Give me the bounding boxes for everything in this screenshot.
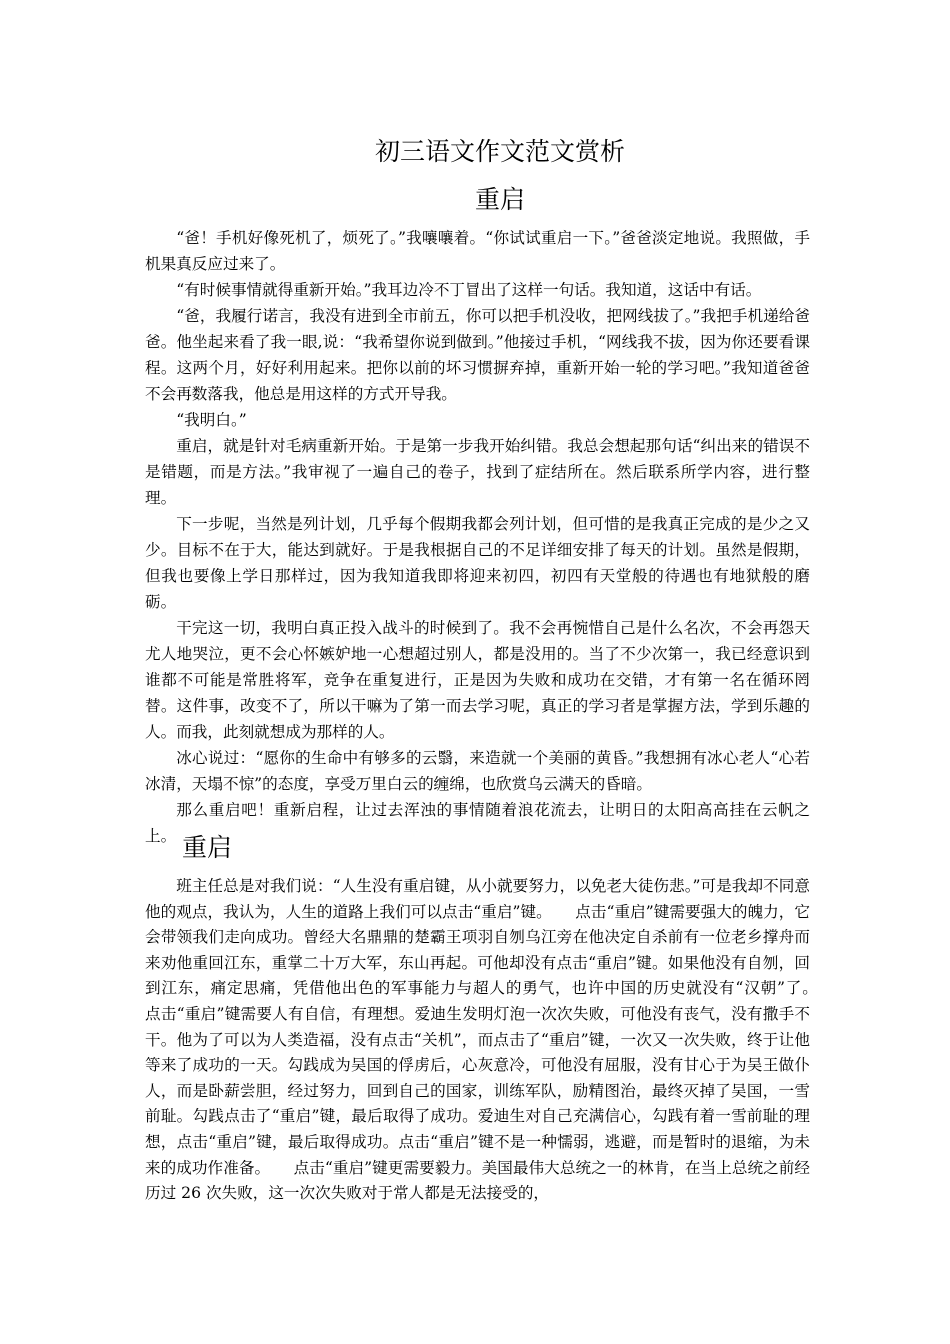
paragraph: 那么重启吧！重新启程，让过去浑浊的事情随着浪花流去，让明日的太阳高高挂在云帆之上。 [145, 801, 810, 845]
paragraph: “爸！手机好像死机了，烦死了。”我嚷嚷着。“你试试重启一下。”爸爸淡定地说。我照做，手机果真反应过来了。 [145, 229, 810, 273]
paragraph: 班主任总是对我们说：“人生没有重启键，从小就要努力，以免老大徒伤悲。”可是我却不同意他的观点，我认为，人生的道路上我们可以点击“重启”键。 点击“重启”键需要强大的魄力，它会带领我们走向成功。曾经大名鼎鼎的楚霸王项羽自刎乌江旁在他决定自杀前有一位老乡撑舟而来劝他重回江东，重掌二十万大军，东山再起。可他却没有点击“重启”键。如果他没有自刎，回到江东，痛定思痛，凭借他出色的军事能力与超人的勇气，也许中国的历史就没有“汉朝”了。 点击“重启”键需要人有自信，有理想。爱迪生发明灯泡一次次失败，可他没有丧气，没有撒手不干。他为了可以为人类造福，没有点击“关机”，而点击了“重启”键，一次又一次失败，终于让他等来了成功的一天。勾践成为吴国的俘虏后，心灰意冷，可他没有屈服，没有甘心于为吴王做仆人，而是卧薪尝胆，经过努力，回到自己的国家，训练军队，励精图治，最终灭掉了吴国，一雪前耻。勾践点击了“重启”键，最后取得了成功。爱迪生对自己充满信心，勾践有着一雪前耻的理想，点击“重启”键，最后取得成功。点击“重启”键不是一种懦弱，逃避，而是暂时的退缩，为未来的成功作准备。 点击“重启”键更需要毅力。美国最伟大总统之一的林肯，在当上总统之前经历过 26 次失败，这一次次失败对于常人都是无法接受的， [145, 877, 842, 1203]
paragraph: 干完这一切，我明白真正投入战斗的时候到了。我不会再惋惜自己是什么名次，不会再怨天尤人地哭泣，更不会心怀嫉妒地一心想超过别人，都是没用的。当了不少次第一，我已经意识到谁都不可能是常胜将军，竞争在重复进行，正是因为失败和成功在交错，才有第一名在循环罔替。这件事，改变不了，所以干嘛为了第一而去学习呢，真正的学习者是掌握方法，学到乐趣的人。而我，此刻就想成为那样的人。 [145, 619, 810, 741]
section-2-title: 重启 [182, 833, 233, 862]
paragraph: “我明白。” [176, 411, 247, 429]
paragraph: 重启，就是针对毛病重新开始。于是第一步我开始纠错。我总会想起那句话“纠出来的错误不是错题，而是方法。”我审视了一遍自己的卷子，找到了症结所在。然后联系所学内容，进行整理。 [145, 437, 810, 507]
paragraph: “有时候事情就得重新开始。”我耳边冷不丁冒出了这样一句话。我知道，这话中有话。 [176, 281, 762, 299]
section-1-body [145, 225, 810, 849]
section-1-title: 重启 [474, 185, 525, 214]
paragraph: 下一步呢，当然是列计划，几乎每个假期我都会列计划，但可惜的是我真正完成的是少之又少。目标不在于大，能达到就好。于是我根据自己的不足详细安排了每天的计划。虽然是假期，但我也要像上学日那样过，因为我知道我即将迎来初四，初四有天堂般的待遇也有地狱般的磨砺。 [145, 515, 810, 611]
paragraph: 冰心说过：“愿你的生命中有够多的云翳，来造就一个美丽的黄昏。”我想拥有冰心老人“心若冰清，天塌不惊”的态度，享受万里白云的缠绵，也欣赏乌云满天的昏暗。 [145, 749, 810, 793]
document-title: 初三语文作文范文赏析 [374, 137, 625, 166]
section-2-body [145, 874, 842, 1207]
paragraph: “爸，我履行诺言，我没有进到全市前五，你可以把手机没收，把网线拔了。”我把手机递给爸爸。他坐起来看了我一眼,说：“我希望你说到做到。”他接过手机，“网线我不拔，因为你还要看课程。这两个月，好好利用起来。把你以前的坏习惯摒弃掉，重新开始一轮的学习吧。”我知道爸爸不会再数落我，他总是用这样的方式开导我。 [145, 307, 810, 403]
